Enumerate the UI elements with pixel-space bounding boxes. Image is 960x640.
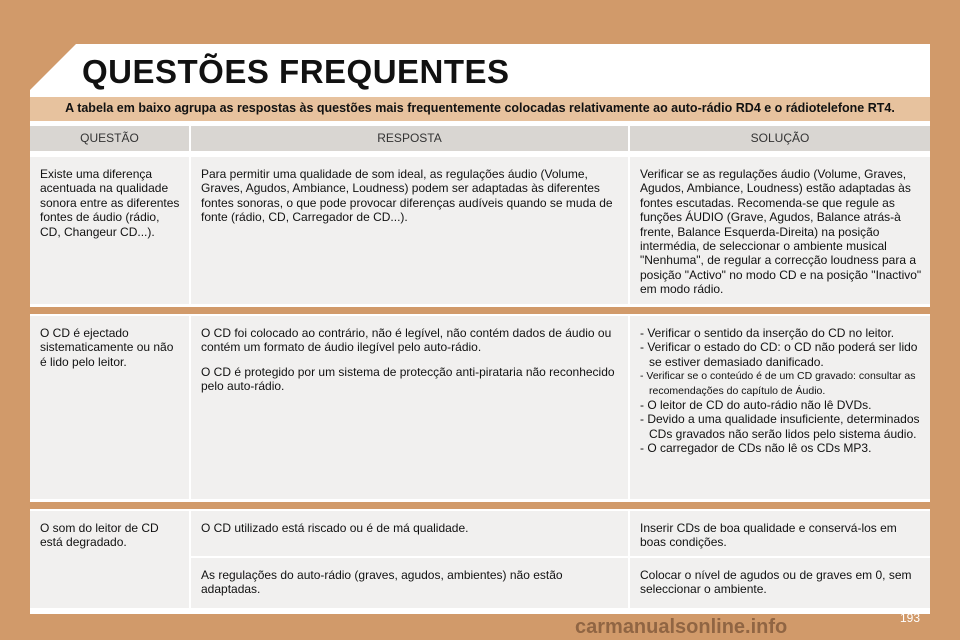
list-item: - Verificar o estado do CD: o CD não poderá ser lido se estiver demasiado danificado. — [640, 340, 918, 369]
row3-answer-a-text: O CD utilizado está riscado ou é de má qualidade. — [201, 521, 469, 535]
row1-answer — [191, 157, 628, 304]
page-number: 193 — [899, 611, 920, 625]
subtitle-bar — [30, 97, 930, 121]
list-item: - O leitor de CD do auto-rádio não lê DVDs. — [640, 398, 872, 413]
list-item: - O carregador de CDs não lê os CDs MP3. — [640, 441, 872, 456]
row1-question-text: Existe uma diferença acentuada na qualidade sonora entre as diferentes fontes de áudio (rádio, CD, Changeur CD...). — [40, 167, 180, 239]
row3-solution-b — [630, 558, 930, 608]
row-separator — [30, 307, 930, 314]
row2-solution — [630, 316, 930, 499]
row2-answer — [191, 316, 628, 499]
row3-answer-b — [191, 558, 628, 608]
row3-solution-b-text: Colocar o nível de agudos ou de graves em 0, sem seleccionar o ambiente. — [640, 568, 912, 597]
page-corner-cut — [30, 44, 76, 90]
list-item: - Devido a uma qualidade insuficiente, determinados CDs gravados não serão lidos pelo sistema áudio. — [640, 412, 920, 441]
subtitle-text: A tabela em baixo agrupa as respostas às questões mais frequentemente colocadas relativamente ao auto-rádio RD4 e o rádiotelefone RT4. — [65, 101, 895, 115]
row2-answer-text-2: O CD é protegido por um sistema de protecção anti-pirataria não reconhecido pelo auto-rádio. — [201, 364, 615, 394]
row1-question — [30, 157, 189, 304]
row3-answer-b-text: As regulações do auto-rádio (graves, agudos, ambientes) não estão adaptadas. — [201, 568, 563, 597]
watermark-text: carmanualsonline.info — [575, 616, 788, 638]
list-item: - Verificar se o conteúdo é de um CD gravado: consultar as recomendações do capítulo de Áudio. — [640, 370, 916, 397]
row1-answer-text: Para permitir uma qualidade de som ideal, as regulações áudio (Volume, Graves, Agudos, Ambiance, Loudness) podem ser adaptadas às diferentes fontes sonoras, o que pode provocar diferenças audíveis quando se muda de fonte (rádio, CD, Carregador de CD...). — [201, 167, 613, 225]
row3-answer-a — [191, 511, 628, 556]
row2-answer-text-1: O CD foi colocado ao contrário, não é legível, não contém dados de áudio ou contém um formato de áudio ilegível pelo auto-rádio. — [201, 326, 612, 355]
header-answer: RESPOSTA — [191, 126, 628, 151]
row3-solution-a-text: Inserir CDs de boa qualidade e conservá-los em boas condições. — [640, 521, 897, 550]
row3-question — [30, 511, 189, 608]
row2-solution-list — [640, 326, 922, 456]
row2-question — [30, 316, 189, 499]
row1-solution — [630, 157, 930, 304]
header-solution: SOLUÇÃO — [630, 126, 930, 151]
list-item: - Verificar o sentido da inserção do CD no leitor. — [640, 326, 895, 340]
row-separator — [30, 502, 930, 509]
row2-question-text: O CD é ejectado sistematicamente ou não é lido pelo leitor. — [40, 326, 174, 369]
header-question: QUESTÃO — [30, 126, 189, 151]
row3-solution-a — [630, 511, 930, 556]
row1-solution-text: Verificar se as regulações áudio (Volume, Graves, Agudos, Ambiance, Loudness) estão adaptadas às fontes escutadas. Recomenda-se que regule as funções ÁUDIO (Grave, Agudos, Balance atrás-à frente, Balance Esquerda-Direita) na posição intermédia, de seleccionar o ambiente musical "Nenhuma", de regular a correcção loudness para a posição "Activo" no modo CD e na posição "Inactivo" em modo rádio. — [640, 167, 922, 297]
row3-question-text: O som do leitor de CD está degradado. — [40, 521, 159, 550]
page-title: QUESTÕES FREQUENTES — [82, 53, 510, 90]
